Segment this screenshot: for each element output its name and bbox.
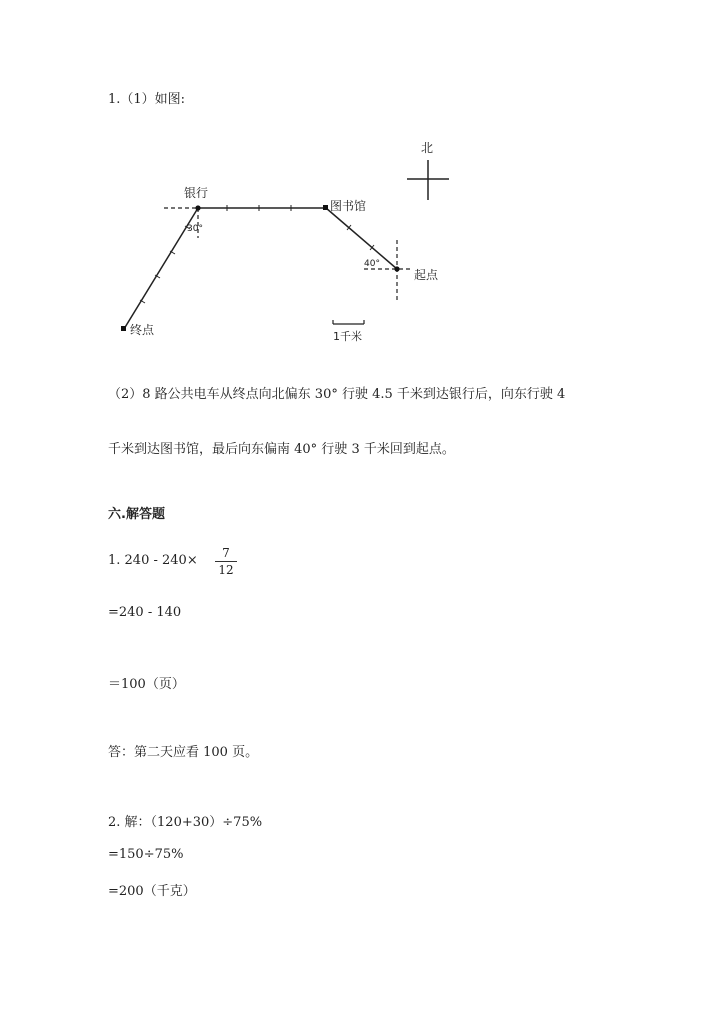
p1-step1: =240 - 140 <box>108 605 182 620</box>
fraction-numerator: 7 <box>222 546 230 560</box>
end-point <box>121 326 126 331</box>
section-title: 六.解答题 <box>108 507 165 522</box>
fraction-denominator: 12 <box>218 563 234 577</box>
route-library-to-start <box>326 208 397 269</box>
end-label: 终点 <box>130 323 155 337</box>
p1-expression: 1. 240 - 240× <box>108 553 198 568</box>
p1-fraction <box>215 546 237 577</box>
q1-part2-line1: （2）8 路公共电车从终点向北偏东 30° 行驶 4.5 千米到达银行后，向东行驶 4 <box>108 387 566 402</box>
p2-line1: 2. 解：（120+30）÷75% <box>108 815 263 830</box>
bank-label: 银行 <box>184 186 209 200</box>
start-point <box>394 266 399 271</box>
scale-bar <box>333 320 364 324</box>
start-label: 起点 <box>414 268 439 282</box>
library-label: 图书馆 <box>330 199 367 213</box>
route-map-diagram <box>0 0 720 360</box>
p1-answer: 答：第二天应看 100 页。 <box>108 745 259 760</box>
angle-start-label: 40° <box>364 259 380 269</box>
p2-line3: =200（千克） <box>108 884 196 899</box>
p1-step2: ＝100（页） <box>108 677 185 692</box>
compass-icon <box>407 160 449 200</box>
angle-bank-label: 30° <box>187 224 203 234</box>
q1-part2-line2: 千米到达图书馆，最后向东偏南 40° 行驶 3 千米回到起点。 <box>108 442 455 457</box>
bank-point <box>195 205 200 210</box>
q1-part1-label: 1.（1）如图: <box>108 92 186 107</box>
scale-label: 1千米 <box>333 330 362 343</box>
north-label: 北 <box>421 141 434 155</box>
library-point <box>323 205 328 210</box>
p2-line2: =150÷75% <box>108 847 184 862</box>
